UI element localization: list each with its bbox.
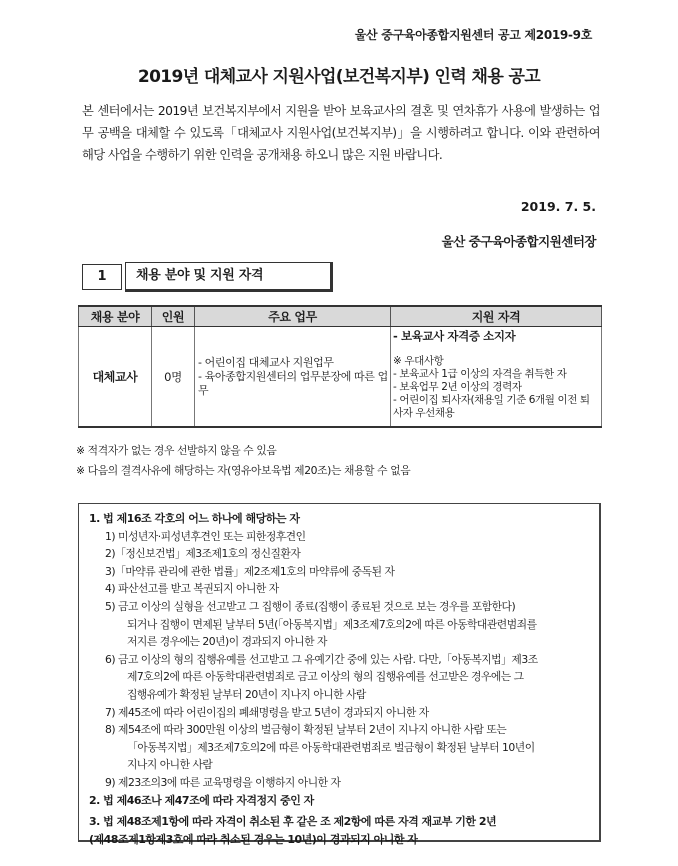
header-count: 인원 xyxy=(152,306,195,327)
notes xyxy=(76,441,410,481)
page-title: 2019년 대체교사 지원사업(보건복지부) 인력 채용 공고 xyxy=(137,67,541,87)
disqualification-heading: (제48조제1항제3호에 따라 취소된 경우는 10년)이 경과되지 아니한 자 xyxy=(89,832,418,846)
section-number: 1 xyxy=(82,264,122,290)
table-row xyxy=(79,327,602,428)
cell-qualification xyxy=(391,327,602,428)
cell-field: 대체교사 xyxy=(79,327,152,428)
section-title: 채용 분야 및 지원 자격 xyxy=(125,262,333,292)
issuer-name: 울산 중구육아종합지원센터장 xyxy=(441,234,596,249)
list-item: 8) 제54조에 따라 300만원 이상의 벌금형이 확정된 날부터 2년이 지나지 아니한 사람 또는 xyxy=(105,723,507,737)
list-item: 6) 금고 이상의 형의 집행유예를 선고받고 그 유예기간 중에 있는 사람. 다만,「아동복지법」제3조 xyxy=(105,652,538,666)
list-item: 집행유예가 확정된 날부터 20년이 지나지 아니한 사람 xyxy=(127,687,366,701)
duty-item: - 육아종합지원센터의 업무분장에 따른 업무 xyxy=(198,369,388,397)
list-item: 3)「마약류 관리에 관한 법률」제2조제1호의 마약류에 중독된 자 xyxy=(105,564,395,578)
disqualification-box xyxy=(78,503,601,846)
header-qualification: 지원 자격 xyxy=(391,306,602,327)
disqualification-heading: 3. 법 제48조제1항에 따라 자격이 취소된 후 같은 조 제2항에 따른 자격 재교부 기한 2년 xyxy=(89,815,497,829)
list-item: 1) 미성년자·피성년후견인 또는 피한정후견인 xyxy=(105,529,306,543)
header-field: 채용 분야 xyxy=(79,306,152,327)
list-item: 7) 제45조에 따라 어린이집의 폐쇄명령을 받고 5년이 경과되지 아니한 자 xyxy=(105,705,429,719)
cell-duties xyxy=(195,327,391,428)
notice-number: 울산 중구육아종합지원센터 공고 제2019-9호 xyxy=(354,28,592,42)
disqualification-heading: 1. 법 제16조 각호의 어느 하나에 해당하는 자 xyxy=(89,512,300,525)
preference-item: - 보육교사 1급 이상의 자격을 취득한 자 xyxy=(393,368,567,380)
preference-title: ※ 우대사항 xyxy=(393,355,444,367)
table-header-row xyxy=(79,306,602,327)
list-item: 4) 파산선고를 받고 복권되지 아니한 자 xyxy=(105,582,279,596)
list-item: 2)「정신보건법」제3조제1호의 정신질환자 xyxy=(105,547,301,561)
cell-count: 0명 xyxy=(152,327,195,428)
duty-item: - 어린이집 대체교사 지원업무 xyxy=(198,355,334,369)
notice-date: 2019. 7. 5. xyxy=(520,199,596,214)
list-item: 「아동복지법」제3조제7호의2에 따른 아동학대관련범죄로 벌금형이 확정된 날부터 10년이 xyxy=(127,740,535,754)
note-item: ※ 다음의 결격사유에 해당하는 자(영유아보육법 제20조)는 채용할 수 없음 xyxy=(76,464,411,477)
note-item: ※ 적격자가 없는 경우 선발하지 않을 수 있음 xyxy=(76,444,277,457)
list-item: 지나지 아니한 사람 xyxy=(127,758,213,772)
required-qualification: - 보육교사 자격증 소지자 xyxy=(393,329,516,343)
preference-item: - 보육업무 2년 이상의 경력자 xyxy=(393,381,522,393)
recruitment-table xyxy=(78,305,602,428)
preference-item: - 어린이집 퇴사자(채용일 기준 6개월 이전 퇴사자 우선채용 xyxy=(393,394,590,419)
list-item: 되거나 집행이 면제된 날부터 5년(「아동복지법」제3조제7호의2에 따른 아동학대관련범죄를 xyxy=(127,617,537,631)
intro-paragraph: 본 센터에서는 2019년 보건복지부에서 지원을 받아 보육교사의 결혼 및 연차휴가 사용에 발생하는 업무 공백을 대체할 수 있도록「대체교사 지원사업(보건복지부)」을 시행하려고 합니다. 이와 관련하여 해당 사업을 수행하기 위한 인력을 공개채용 하오니 많은 지원 바랍니다. xyxy=(82,104,600,162)
list-item: 9) 제23조의3에 따른 교육명령을 이행하지 아니한 자 xyxy=(105,775,341,789)
list-item: 5) 금고 이상의 실형을 선고받고 그 집행이 종료(집행이 종료된 것으로 보는 경우를 포함한다) xyxy=(105,599,516,613)
list-item: 저지른 경우에는 20년)이 경과되지 아니한 자 xyxy=(127,635,327,649)
header-duties: 주요 업무 xyxy=(195,306,391,327)
disqualification-heading: 2. 법 제46조나 제47조에 따라 자격정지 중인 자 xyxy=(89,793,314,807)
list-item: 제7호의2에 따른 아동학대관련범죄로 금고 이상의 형의 집행유예를 선고받은 경우에는 그 xyxy=(127,670,524,684)
